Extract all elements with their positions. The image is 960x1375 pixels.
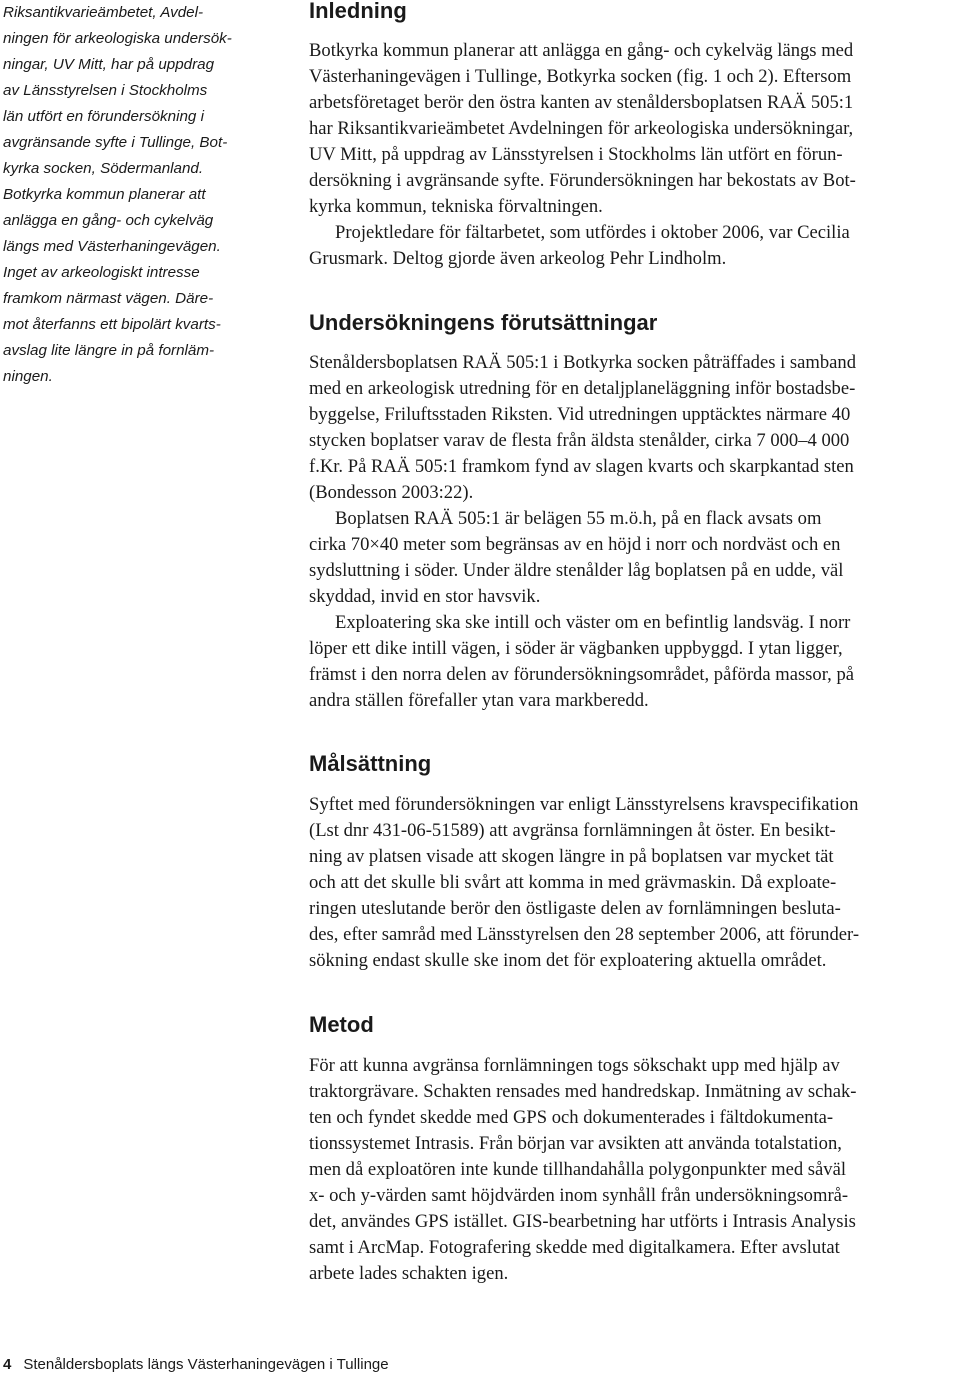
paragraph-line: des, efter samråd med Länsstyrelsen den 28 september 2006, att förunder-	[309, 924, 860, 945]
sidebar-line: framkom närmast vägen. Däre-	[3, 290, 214, 307]
paragraph-line: löper ett dike intill vägen, i söder är vägbanken uppbyggd. I ytan ligger,	[309, 638, 843, 659]
sidebar-line: mot återfanns ett bipolärt kvarts-	[3, 316, 221, 333]
paragraph-line: har Riksantikvarieämbetet Avdelningen för arkeologiska undersökningar,	[309, 118, 854, 139]
paragraph-line: arbete lades schakten igen.	[309, 1263, 509, 1284]
running-title: Stenåldersboplats längs Västerhaningevägen i Tullinge	[23, 1356, 389, 1373]
page-number: 4	[3, 1356, 12, 1373]
paragraph-line: UV Mitt, på uppdrag av Länsstyrelsen i Stockholms län utfört en förun-	[309, 144, 843, 165]
paragraph-line: dersökning i avgränsande syfte. Förundersökningen har bekostats av Bot-	[309, 170, 856, 191]
sidebar-line: anlägga en gång- och cykelväg	[3, 212, 214, 229]
sidebar-line: Botkyrka kommun planerar att	[3, 186, 206, 203]
sidebar-line: ningar, UV Mitt, har på uppdrag	[3, 56, 215, 73]
paragraph-line: med en arkeologisk utredning för en detaljplaneläggning inför bostadsbe-	[309, 378, 856, 399]
paragraph-line: byggelse, Friluftsstaden Riksten. Vid utredningen upptäcktes närmare 40	[309, 404, 851, 425]
paragraph-line: traktorgrävare. Schakten rensades med handredskap. Inmätning av schak-	[309, 1081, 857, 1102]
sidebar-line: Inget av arkeologiskt intresse	[3, 264, 200, 281]
paragraph-line: Botkyrka kommun planerar att anlägga en gång- och cykelväg längs med	[309, 40, 854, 61]
paragraph-line: tionssystemet Intrasis. Från början var avsikten att använda totalstation,	[309, 1133, 842, 1154]
sidebar-line: ningen för arkeologiska undersök-	[3, 30, 232, 47]
paragraph-line: ning av platsen visade att skogen längre in på boplatsen var mycket tät	[309, 846, 834, 867]
sidebar-line: län utfört en förundersökning i	[3, 108, 204, 125]
sidebar-line: av Länsstyrelsen i Stockholms	[3, 82, 208, 99]
section-inledning-body	[309, 38, 959, 272]
sidebar-line: avslag lite längre in på fornläm-	[3, 342, 215, 359]
paragraph-line: arbetsföretaget berör den östra kanten av stenåldersboplatsen RAÄ 505:1	[309, 92, 854, 113]
page-footer	[3, 1355, 389, 1375]
paragraph-line: Grusmark. Deltog gjorde även arkeolog Pehr Lindholm.	[309, 248, 727, 269]
paragraph-line: sydsluttning i söder. Under äldre stenålder låg boplatsen på en udde, väl	[309, 560, 844, 581]
heading-inledning: Inledning	[309, 0, 407, 23]
sidebar-line: kyrka socken, Södermanland.	[3, 160, 204, 177]
paragraph-line: För att kunna avgränsa fornlämningen togs sökschakt upp med hjälp av	[309, 1055, 840, 1076]
paragraph-line: andra ställen förefaller ytan vara markberedd.	[309, 690, 649, 711]
heading-forutsattningar: Undersökningens förutsättningar	[309, 310, 658, 335]
paragraph-line: ringen uteslutande berör den östligaste delen av fornlämningen besluta-	[309, 898, 841, 919]
heading-metod: Metod	[309, 1012, 374, 1037]
heading-malsattning: Målsättning	[309, 751, 432, 776]
section-forutsattningar-body	[309, 350, 959, 714]
paragraph-line: Syftet med förundersökningen var enligt Länsstyrelsens kravspecifikation	[309, 794, 859, 815]
paragraph-line: kyrka kommun, tekniska förvaltningen.	[309, 196, 603, 217]
paragraph-line: skyddad, invid en stor havsvik.	[309, 586, 541, 607]
paragraph-line: främst i den norra delen av förundersökningsområdet, påförda massor, på	[309, 664, 855, 685]
paragraph-line: Västerhaningevägen i Tullinge, Botkyrka socken (fig. 1 och 2). Eftersom	[309, 66, 852, 87]
sidebar-line: ningen.	[3, 368, 53, 385]
paragraph-line: det, användes GPS istället. GIS-bearbetning har utförts i Intrasis Analysis	[309, 1211, 856, 1232]
sidebar-line: Riksantikvarieämbetet, Avdel-	[3, 4, 204, 21]
paragraph-line: cirka 70×40 meter som begränsas av en höjd i norr och nordväst och en	[309, 534, 841, 555]
paragraph-line: x- och y-värden samt höjdvärden inom synhåll från undersökningsområ-	[309, 1185, 849, 1206]
paragraph-line: (Bondesson 2003:22).	[309, 482, 474, 503]
paragraph-line: (Lst dnr 431-06-51589) att avgränsa fornlämningen åt öster. En besikt-	[309, 820, 836, 841]
section-malsattning-body	[309, 792, 959, 974]
paragraph-line: ten och fyndet skedde med GPS och dokumenterades i fältdokumenta-	[309, 1107, 834, 1128]
paragraph-line: Exploatering ska ske intill och väster om en befintlig landsväg. I norr	[335, 612, 851, 633]
paragraph-line: samt i ArcMap. Fotografering skedde med digitalkamera. Efter avslutat	[309, 1237, 840, 1258]
paragraph-line: Boplatsen RAÄ 505:1 är belägen 55 m.ö.h, på en flack avsats om	[335, 508, 822, 529]
paragraph-line: Projektledare för fältarbetet, som utfördes i oktober 2006, var Cecilia	[335, 222, 850, 243]
paragraph-line: och att det skulle bli svårt att komma in med grävmaskin. Då exploate-	[309, 872, 837, 893]
sidebar-line: avgränsande syfte i Tullinge, Bot-	[3, 134, 228, 151]
section-metod-body	[309, 1053, 959, 1287]
paragraph-line: f.Kr. På RAÄ 505:1 framkom fynd av slagen kvarts och skarpkantad sten	[309, 456, 854, 477]
paragraph-line: stycken boplatser varav de flesta från äldsta stenålder, cirka 7 000–4 000	[309, 430, 850, 451]
paragraph-line: men då exploatören inte kunde tillhandahålla polygonpunkter med såväl	[309, 1159, 846, 1180]
paragraph-line: Stenåldersboplatsen RAÄ 505:1 i Botkyrka socken påträffades i samband	[309, 352, 857, 373]
sidebar-summary	[3, 0, 253, 390]
paragraph-line: sökning endast skulle ske inom det för exploatering aktuella området.	[309, 950, 827, 971]
sidebar-line: längs med Västerhaningevägen.	[3, 238, 221, 255]
